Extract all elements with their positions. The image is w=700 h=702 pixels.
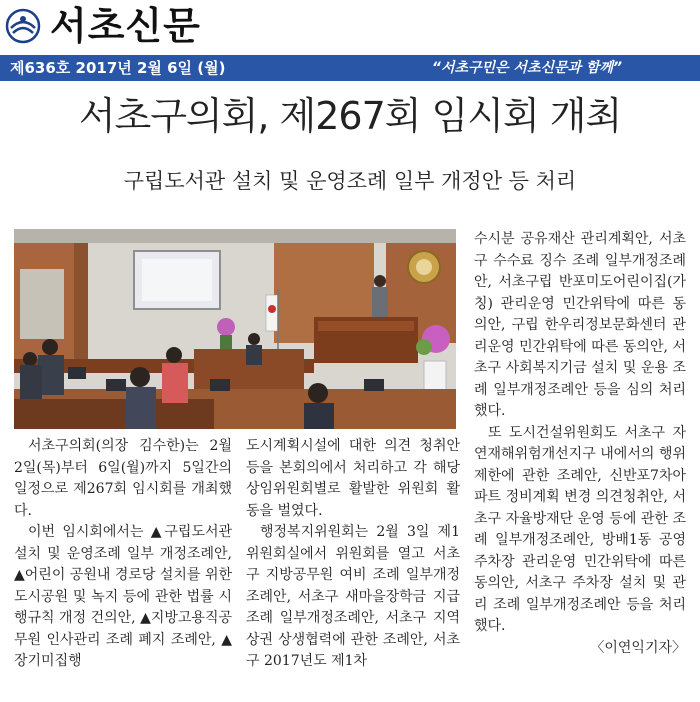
- issue-info: 제636호 2017년 2월 6일 (월): [10, 59, 226, 77]
- article-column-1: [14, 436, 232, 673]
- byline: 〈이연익기자〉: [590, 639, 686, 656]
- article-subheadline: 구립도서관 설치 및 운영조례 일부 개정안 등 처리: [123, 169, 577, 193]
- paragraph: 수시분 공유재산 관리계획안, 서초구 수수료 징수 조례 일부개정조례안, 서초구립 반포미도어린이집(가칭) 관리운영 민간위탁에 따른 동의안, 구립 한우리정보문화센터 관리운영 민간위탁에 따른 동의안, 서초구 사회복지기금 설치 및 운용 조례 일부개정조례안 등을 심의 처리했다.: [474, 231, 686, 419]
- seocho-emblem-icon: [5, 8, 41, 44]
- slogan: “서초구민은 서초신문과 함께”: [431, 60, 622, 76]
- paragraph: 또 도시건설위원회도 서초구 자연재해위험개선지구 내에서의 행위제한에 관한 조례안, 신반포7차아파트 정비계획 변경 의견청취안, 서초구 자율방재단 운영 등에 관한 조례 일부개정조례안, 방배1동 공영주차장 관리운영 민간위탁에 따른 동의안, 서초구 주차장 설치 및 관리 조례 일부개정조례안 등을 처리했다.: [474, 424, 686, 634]
- article-column-2: [246, 436, 460, 673]
- article-column-3: [474, 229, 686, 659]
- issue-banner: [0, 55, 700, 81]
- newspaper-title: 서초신문: [50, 4, 201, 48]
- council-session-photo: [14, 229, 456, 429]
- article-headline: 서초구의회, 제267회 임시회 개최: [78, 94, 622, 138]
- paragraph: 행정복지위원회는 2월 3일 제1위원회실에서 위원회를 열고 서초구 지방공무원 여비 조례 일부개정조례안, 서초구 새마을장학금 지급 조례 일부개정조례안, 서초구 지역상권 상생협력에 관한 조례안, 서초구 2017년도 제1차: [246, 524, 460, 669]
- paragraph: 도시계획시설에 대한 의견 청취안 등을 본회의에서 처리하고 각 해당 상임위원회별로 활발한 위원회 활동을 벌였다.: [246, 438, 460, 519]
- paragraph: 이번 임시회에서는 ▲구립도서관 설치 및 운영조례 일부 개정조례안, ▲어린이 공원내 경로당 설치를 위한 도시공원 및 녹지 등에 관한 법률 시행규칙 개정 건의안, ▲지방고용직공무원 인사관리 조례 폐지 조례안, ▲장기미집행: [14, 524, 232, 669]
- paragraph: 서초구의회(의장 김수한)는 2월 2일(목)부터 6일(월)까지 5일간의 일정으로 제267회 임시회를 개최했다.: [14, 438, 232, 519]
- masthead: [0, 0, 700, 52]
